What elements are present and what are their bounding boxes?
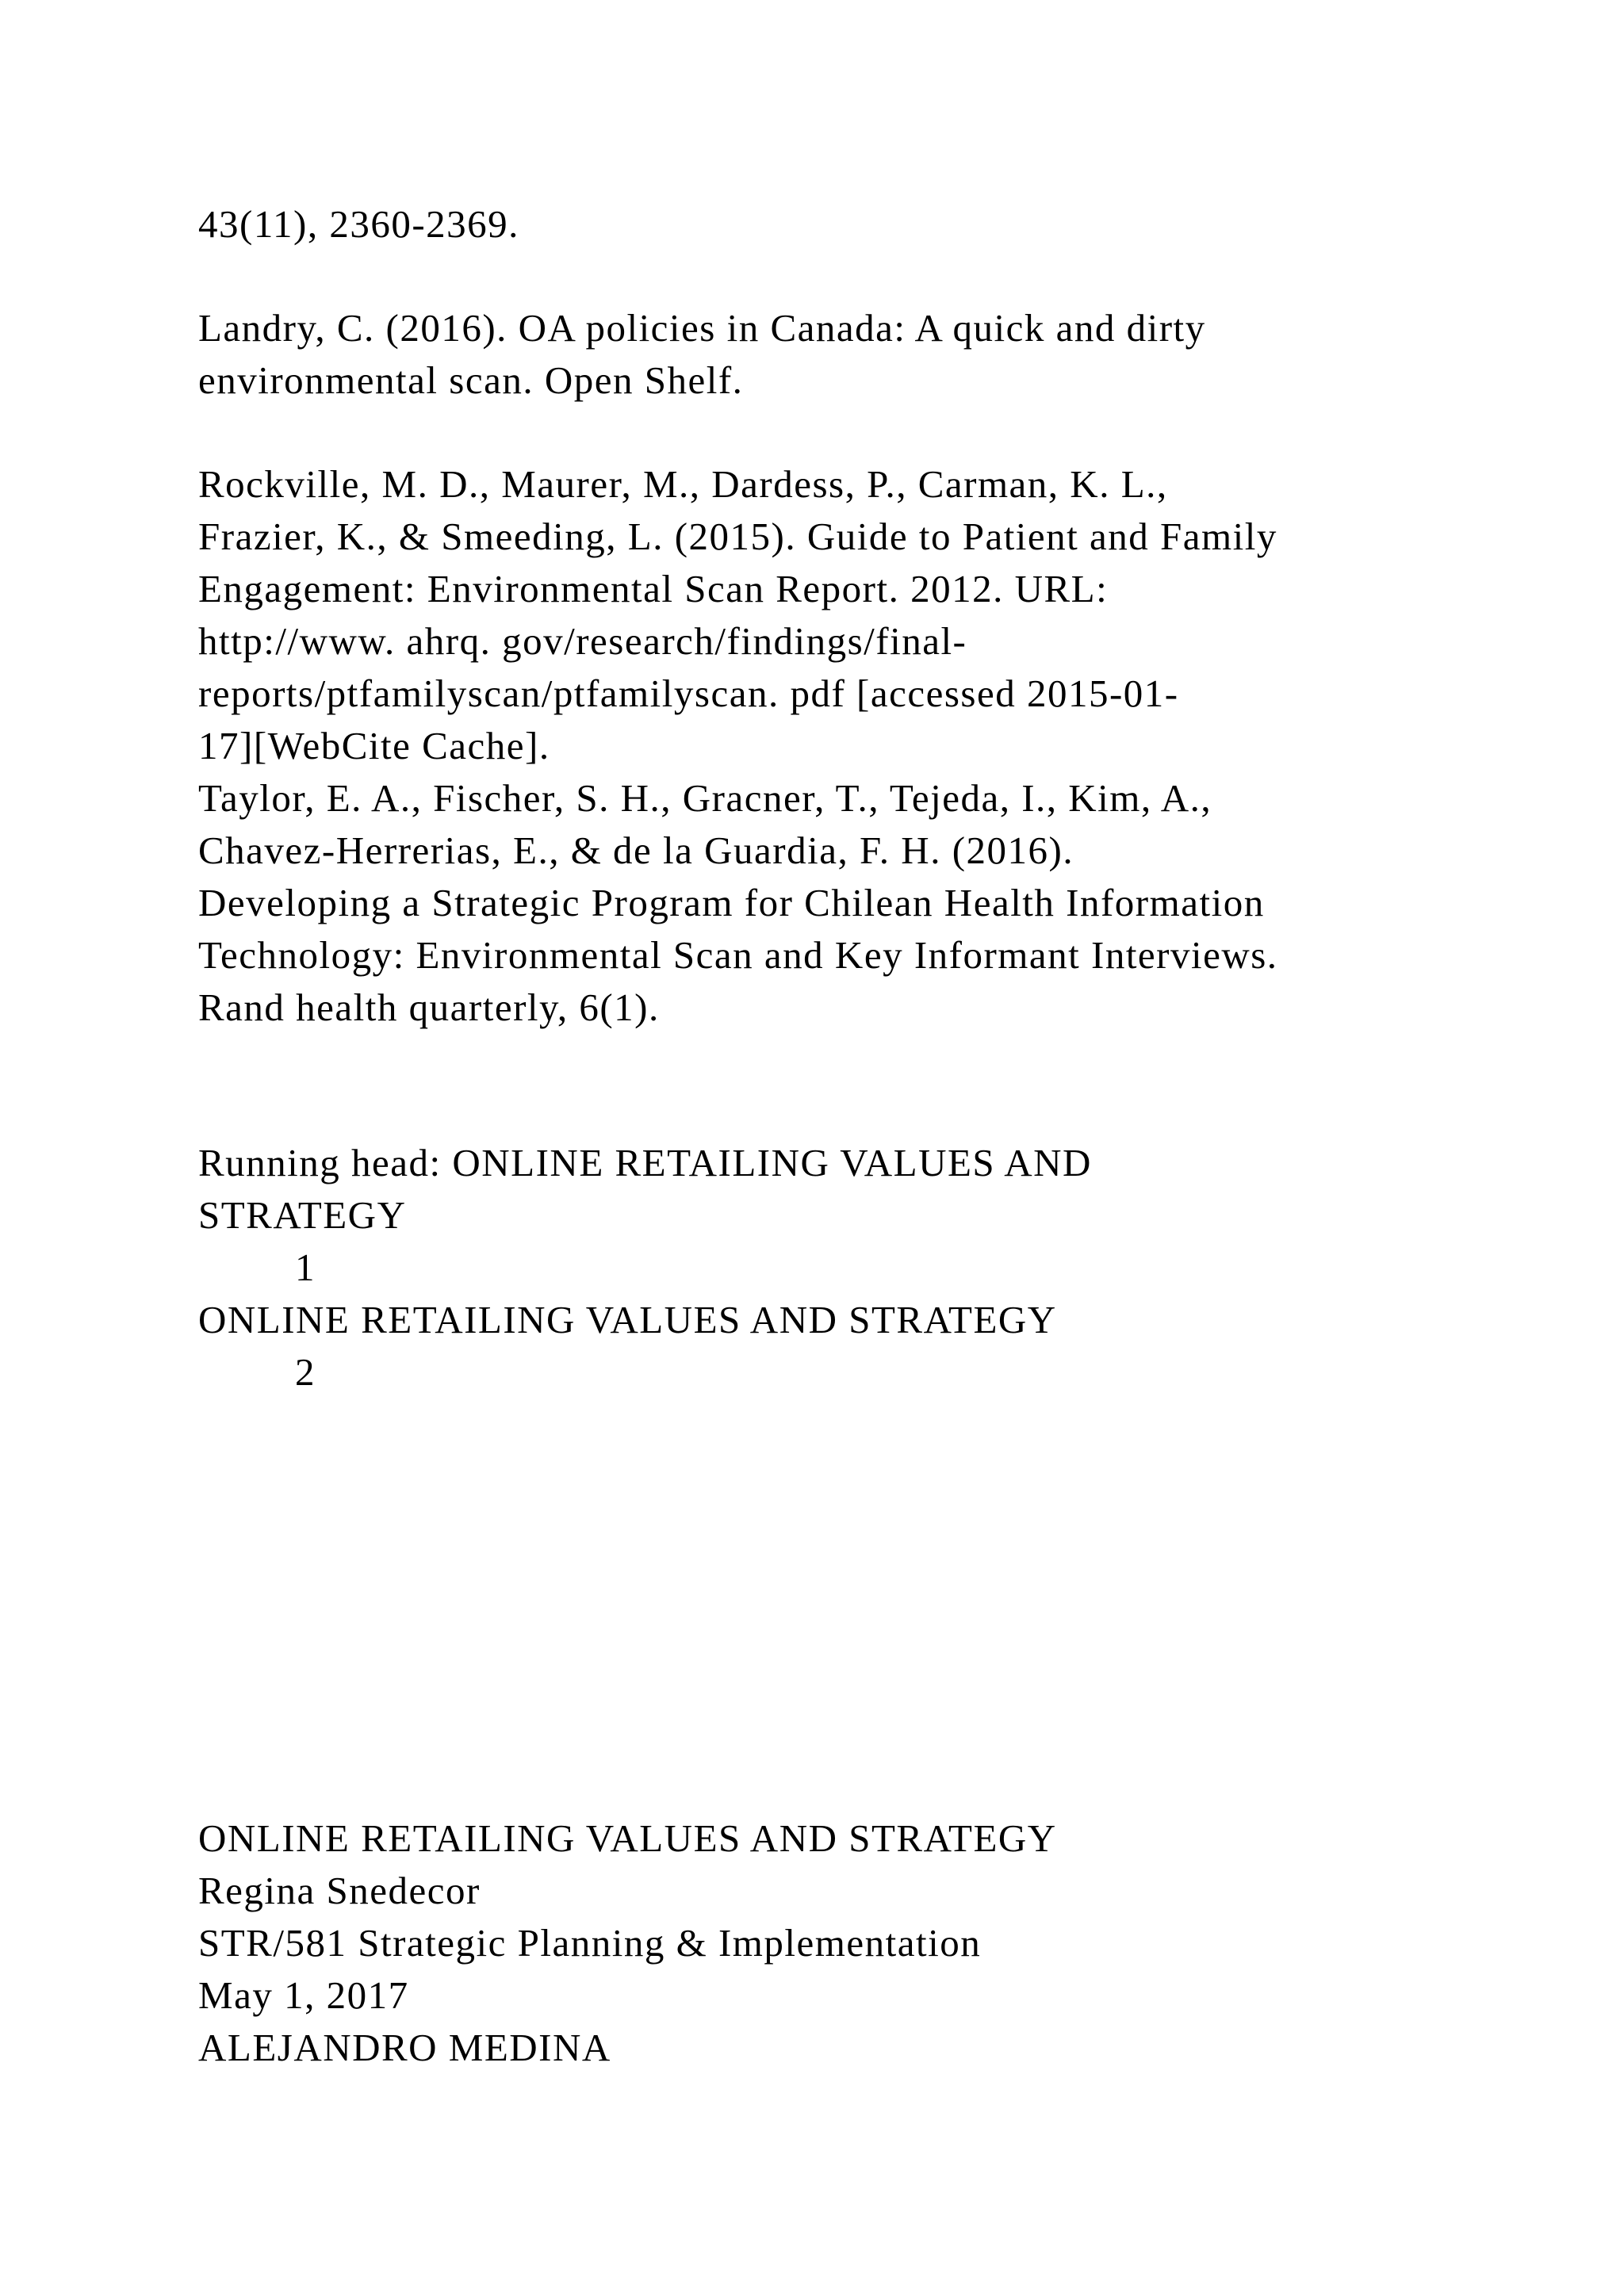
submission-date: May 1, 2017	[198, 1973, 409, 2017]
running-head-line-1: Running head: ONLINE RETAILING VALUES AND	[198, 1141, 1092, 1184]
author-name: Regina Snedecor	[198, 1869, 481, 1912]
course-name: STR/581 Strategic Planning & Implementation	[198, 1921, 982, 1965]
reference-rockville-line-4: http://www. ahrq. gov/research/findings/final-	[198, 619, 967, 663]
reference-taylor-line-5: Rand health quarterly, 6(1).	[198, 985, 660, 1029]
reference-taylor-line-3: Developing a Strategic Program for Chilean Health Information	[198, 881, 1265, 924]
reference-rockville-line-2: Frazier, K., & Smeeding, L. (2015). Guide to Patient and Family	[198, 515, 1277, 558]
reference-rockville-line-1: Rockville, M. D., Maurer, M., Dardess, P., Carman, K. L.,	[198, 462, 1168, 506]
header-title: ONLINE RETAILING VALUES AND STRATEGY	[198, 1298, 1057, 1341]
reference-rockville-line-5: reports/ptfamilyscan/ptfamilyscan. pdf [accessed 2015-01-	[198, 672, 1179, 715]
paper-title: ONLINE RETAILING VALUES AND STRATEGY	[198, 1816, 1057, 1860]
reference-landry-line-1: Landry, C. (2016). OA policies in Canada: A quick and dirty	[198, 306, 1206, 350]
reference-taylor-line-1: Taylor, E. A., Fischer, S. H., Gracner, T., Tejeda, I., Kim, A.,	[198, 776, 1212, 820]
page-number-1: 1	[295, 1246, 316, 1289]
reference-rockville-line-3: Engagement: Environmental Scan Report. 2012. URL:	[198, 567, 1109, 610]
reference-continuation: 43(11), 2360-2369.	[198, 202, 519, 246]
reference-taylor-line-2: Chavez-Herrerias, E., & de la Guardia, F. H. (2016).	[198, 828, 1074, 872]
running-head-line-2: STRATEGY	[198, 1193, 407, 1237]
reference-rockville-line-6: 17][WebCite Cache].	[198, 724, 550, 767]
page-number-2: 2	[295, 1350, 316, 1394]
instructor-name: ALEJANDRO MEDINA	[198, 2026, 611, 2069]
reference-landry-line-2: environmental scan. Open Shelf.	[198, 358, 744, 402]
reference-taylor-line-4: Technology: Environmental Scan and Key Informant Interviews.	[198, 933, 1278, 977]
